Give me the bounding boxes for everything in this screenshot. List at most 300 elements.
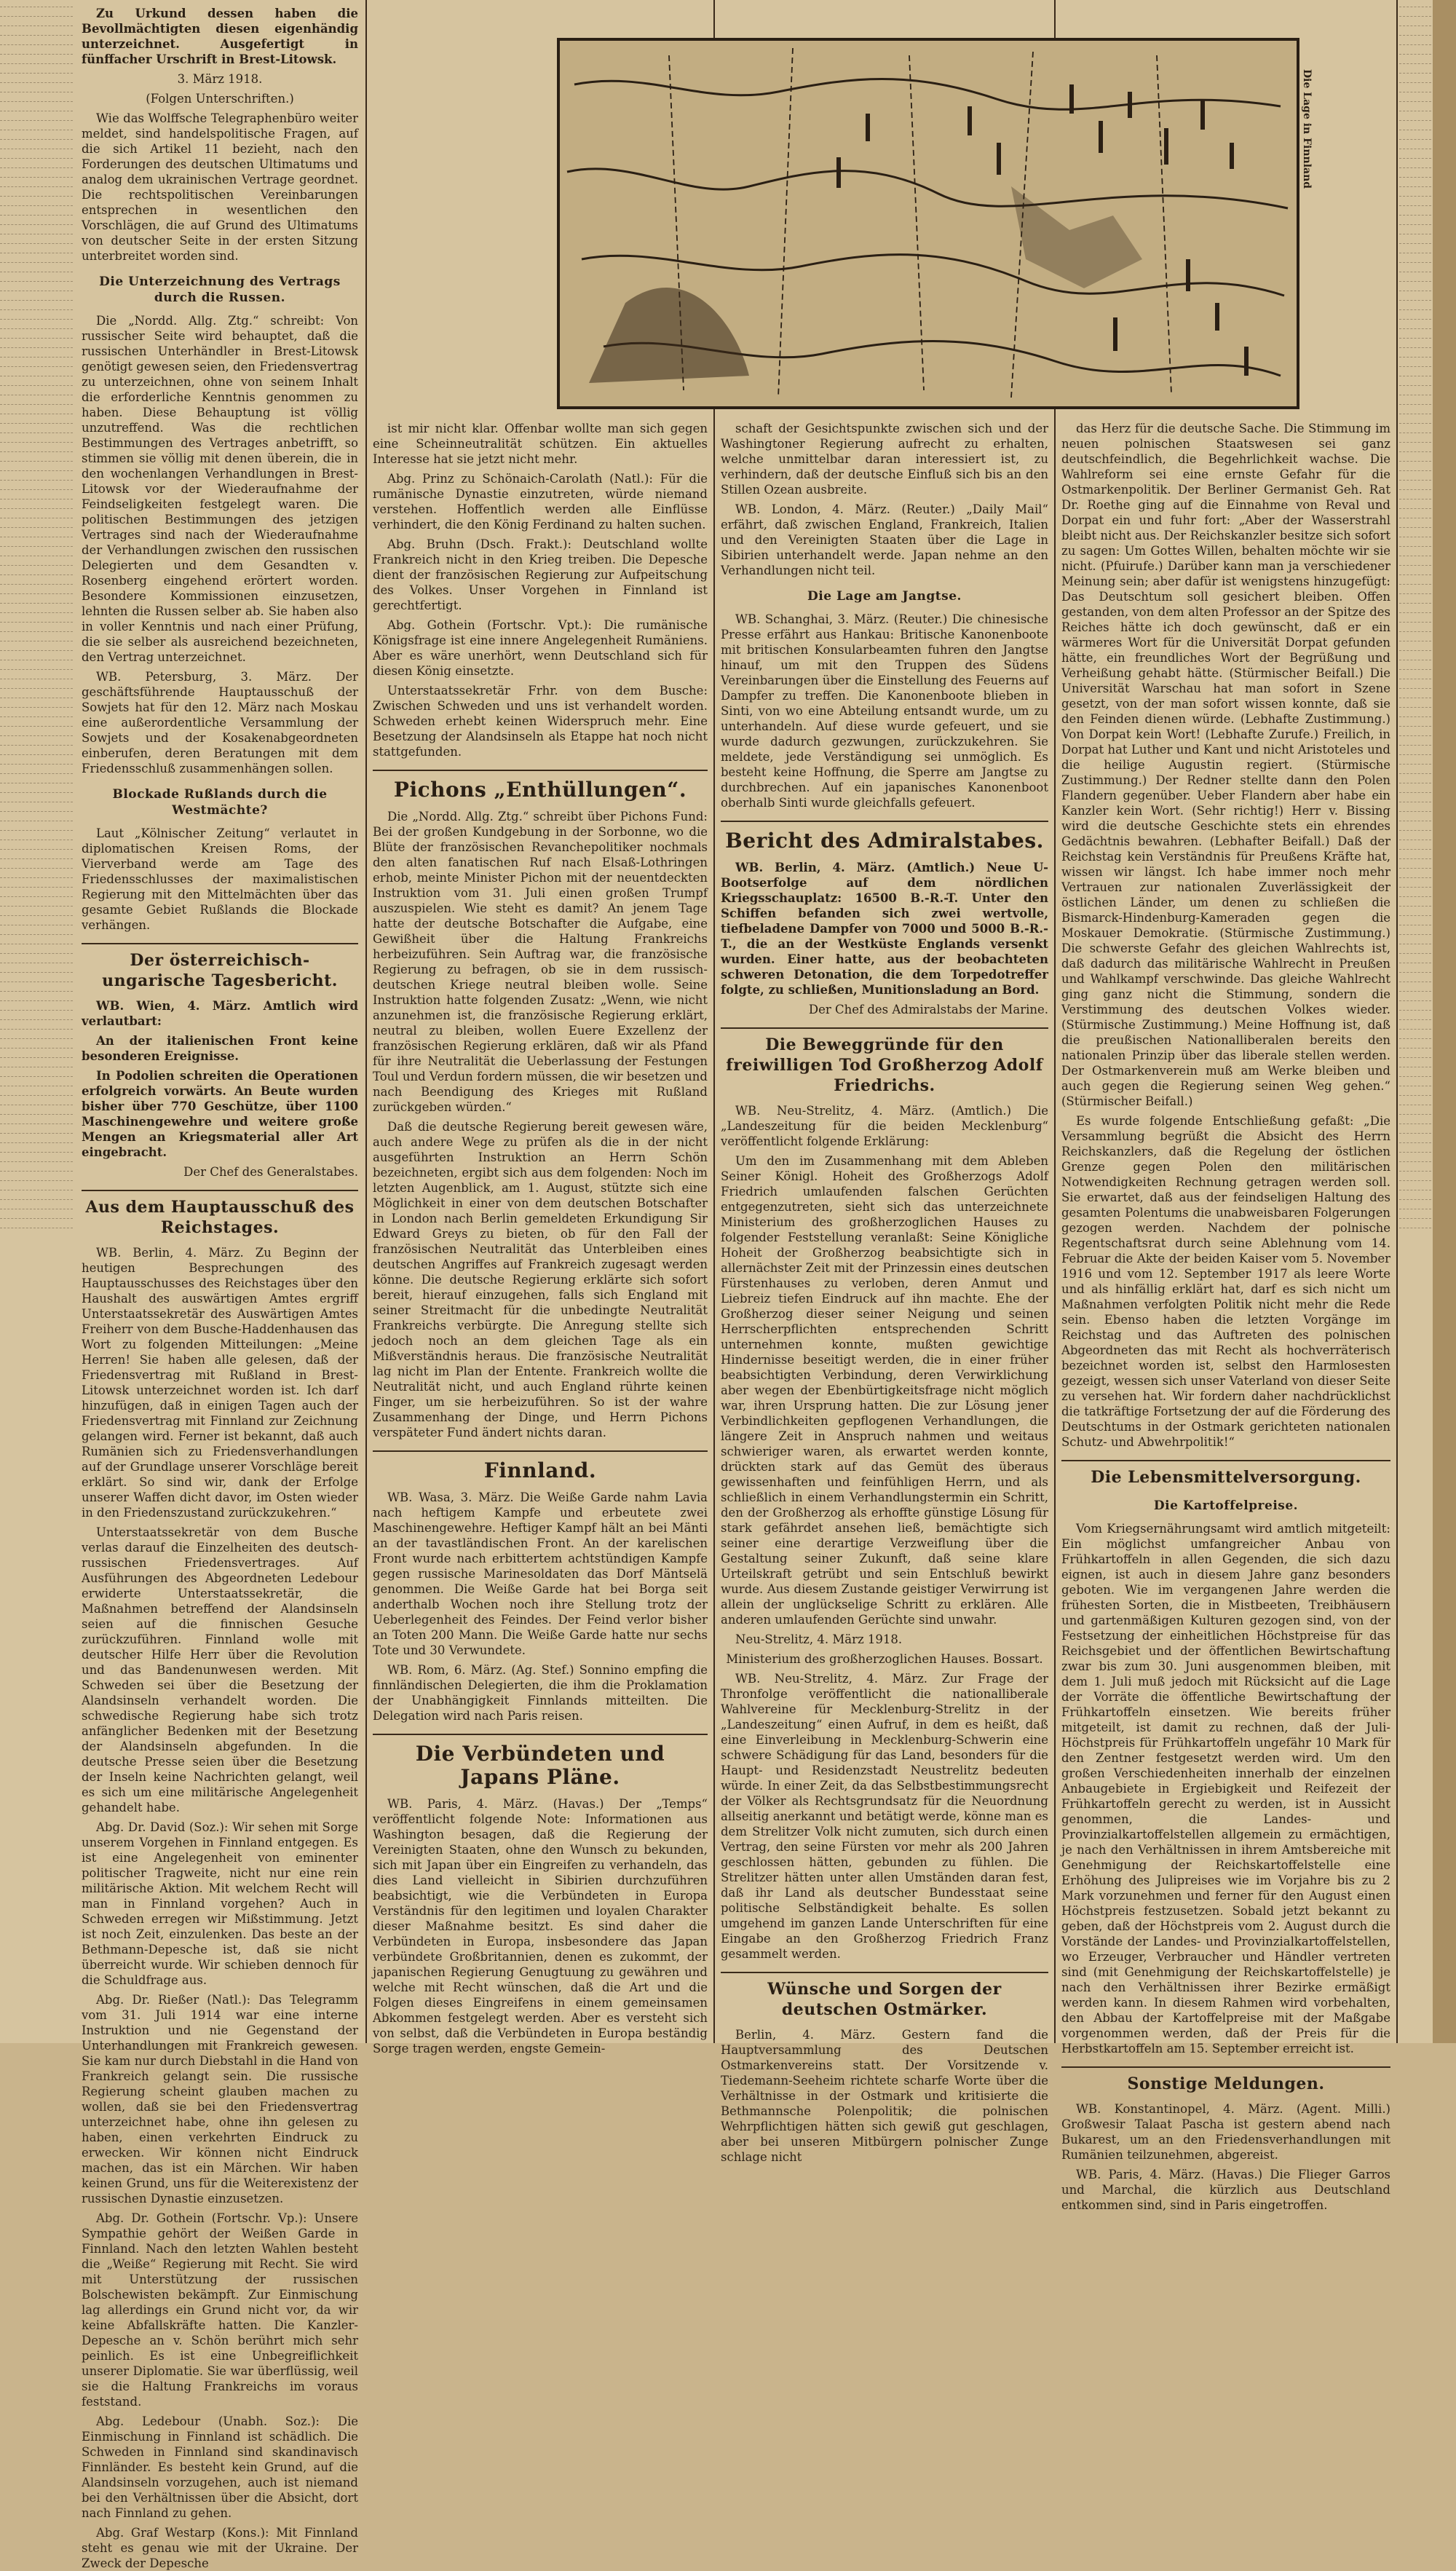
- text-line-mark: [0, 489, 73, 491]
- text-line-mark: [0, 480, 73, 481]
- text-line-mark: [1399, 735, 1431, 737]
- text-line-mark: [1399, 16, 1431, 17]
- text-line-mark: [1399, 840, 1431, 841]
- text-line-mark: [0, 253, 73, 254]
- article-paragraph: Abg. Dr. Gothein (Fortschr. Vp.): Unsere Sympathie gehört der Weißen Garde in Finnland. Nach den letzten Wahlen besteht die „Weiße“ Regierung mit Recht. Sie wird mit Unterstützung der russischen Bolschewisten bekämpft. Zur Einmischung lag allerdings ein Grund nicht vor, da wir keine Abfallskräfte hatten. Die Kanzler-Depesche an v. Schön berührt mich sehr peinlich. Es ist eine Unbegreiflichkeit unserer Diplomatie. Sie war überflüssig, weil sie die Haltung Frankreichs im voraus feststand.: [82, 2211, 358, 2409]
- text-line-mark: [0, 716, 73, 718]
- text-line-mark: [0, 262, 73, 264]
- text-line-mark: [1399, 395, 1431, 396]
- text-line-mark: [0, 631, 73, 633]
- text-line-mark: [1399, 433, 1431, 434]
- text-line-mark: [0, 556, 73, 557]
- text-line-mark: [0, 1199, 73, 1201]
- text-line-mark: [0, 139, 73, 141]
- text-line-mark: [0, 177, 73, 178]
- headline: Die Verbündeten und Japans Pläne.: [373, 1734, 708, 1789]
- text-line-mark: [0, 792, 73, 794]
- text-line-mark: [1399, 177, 1431, 178]
- text-line-mark: [0, 1019, 73, 1021]
- text-line-mark: [1399, 1029, 1431, 1030]
- text-line-mark: [1399, 631, 1431, 633]
- text-line-mark: [0, 896, 73, 898]
- text-line-mark: [1399, 1161, 1431, 1163]
- text-line-mark: [1399, 527, 1431, 529]
- text-line-mark: [0, 1114, 73, 1115]
- headline: Aus dem Hauptausschuß des Reichstages.: [82, 1190, 358, 1238]
- text-line-mark: [0, 972, 73, 973]
- text-line-mark: [1399, 811, 1431, 813]
- article-paragraph: Abg. Bruhn (Dsch. Frakt.): Deutschland wollte Frankreich nicht in den Krieg treiben. Die Depesche dient der französischen Regierung zur Aufpeitschung des Volkes. Unser Vorgehen in Finnland ist gerechtfertigt.: [373, 537, 708, 612]
- text-line-mark: [0, 565, 73, 566]
- text-line-mark: [1399, 309, 1431, 311]
- text-line-mark: [0, 830, 73, 832]
- text-line-mark: [1399, 726, 1431, 727]
- text-line-mark: [0, 698, 73, 699]
- text-line-mark: [1399, 1123, 1431, 1125]
- article-paragraph: Abg. Ledebour (Unabh. Soz.): Die Einmischung in Finnland ist schädlich. Die Schweden in Finnland sind skandinavisch Finnländer. Es besteht kein Grund, auf die Alandsinseln vorzugehen, auch ist niemand bei den Verhältnissen über die Absicht, dort nach Finnland zu gehen.: [82, 2414, 358, 2520]
- article-paragraph: Abg. Gothein (Fortschr. Vpt.): Die rumänische Königsfrage ist eine innere Angelegenheit Rumäniens. Aber es wäre unerhört, wenn Deutschland sich für diesen König einsetzte.: [373, 618, 708, 678]
- text-line-mark: [0, 309, 73, 311]
- text-line-mark: [1399, 130, 1431, 131]
- text-line-mark: [0, 821, 73, 822]
- text-line-mark: [1399, 508, 1431, 510]
- text-line-mark: [0, 167, 73, 169]
- text-line-mark: [1399, 612, 1431, 614]
- text-line-mark: [1399, 1105, 1431, 1106]
- text-line-mark: [0, 1142, 73, 1144]
- article-paragraph: WB. Schanghai, 3. März. (Reuter.) Die chinesische Presse erfährt aus Hankau: Britische Kanonenboote mit britischen Konsularbeamten fuhren den Jangtse hinauf, um mit den Truppen des Südens Vereinbarungen über die Einstellung des Feuerns auf Dampfer zu treffen. Die Kanonenboote blieben in Sinti, von wo eine Abteilung entsandt wurde, um zu unterhandeln. Auf diese wurde gefeuert, und sie wurde dadurch gezwungen, zurückzukehren. Sie meldete, jede Verständigung sei unmöglich. Es besteht keine Hoffnung, die Sperre am Jangtse zu durchbrechen. Auf ein japanisches Kanonenboot oberhalb Sinti wurde gleichfalls gefeuert.: [721, 612, 1048, 810]
- text-line-mark: [1399, 1180, 1431, 1182]
- text-line-mark: [0, 1000, 73, 1002]
- article-paragraph: Daß die deutsche Regierung bereit gewesen wäre, auch andere Wege zu prüfen als die in der nicht ausgeführten Instruktion an Herrn Schön bezeichneten, ergibt sich aus dem folgenden: Noch im letzten Augenblick, am 1. August, stützte sich eine Möglichkeit in einer von dem deutschen Botschafter in London nach Berlin gemeldeten Erkundigung Sir Edward Greys zu bieten, ob für den Fall der französischen Neutralität das Unterbleiben eines deutschen Angriffes auf Frankreich zugesagt werden könne. Die deutsche Regierung erklärte sich sofort bereit, hierauf einzugehen, falls sich England mit seiner Streitmacht für die unbedingte Neutralität Frankreichs verbürgte. Die Anregung stellte sich jedoch noch an dem gleichen Tage als ein Mißverständnis heraus. Die französische Neutralität lag nicht im Plan der Entente. Frankreich wollte die Neutralität nicht, und auch England rührte keinen Finger, um sie herbeizuführen. So ist der wahre Zusammenhang der Dinge, und Herrn Pichons verspäteter Fund ändert nichts daran.: [373, 1120, 708, 1439]
- text-line-mark: [0, 205, 73, 207]
- text-line-mark: [0, 849, 73, 850]
- text-line-mark: [0, 603, 73, 604]
- text-line-mark: [0, 357, 73, 358]
- text-line-mark: [0, 451, 73, 453]
- text-line-mark: [1399, 1114, 1431, 1115]
- text-line-mark: [0, 1228, 73, 1229]
- headline: Die Beweggründe für den freiwilligen Tod Großherzog Adolf Friedrichs.: [721, 1027, 1048, 1096]
- article-paragraph: Es wurde folgende Entschließung gefaßt: „Die Versammlung begrüßt die Absicht des Herrn Reichskanzlers, daß die Regelung der östlichen Grenze gegen Polen den militärischen Notwendigkeiten Rechnung getragen werden soll. Sie erwartet, daß aus der feindseligen Haltung des gesamten Polentums die unabweisbaren Folgerungen gezogen werden. Nachdem der polnische Regentschaftsrat durch seine Ablehnung vom 14. Februar die Akte der beiden Kaiser vom 5. November 1916 und vom 12. September 1917 als leere Worte und als hinfällig erklärt hat, darf es sich nicht um Maßnahmen verfolgten Politik nicht mehr die Rede sein. Ebenso haben die letzten Vorgänge im Reichstag und das Auftreten des polnischen Abgeordneten das mit Recht als hochverräterisch bezeichnet worden ist, selbst den Harmlosesten gezeigt, wessen sich unser Vaterland von dieser Seite zu versehen hat. Wir fordern daher nachdrücklichst die tatkräftige Fortsetzung der auf die Förderung des Deutschtums in der Ostmark gerichteten nationalen Schutz- und Abwehrpolitik!“: [1061, 1114, 1390, 1449]
- article-paragraph: An der italienischen Front keine besonderen Ereignisse.: [82, 1034, 358, 1063]
- dateline: 3. März 1918.: [177, 72, 263, 86]
- text-line-mark: [0, 925, 73, 926]
- text-line-mark: [1399, 357, 1431, 358]
- text-line-mark: [1399, 1038, 1431, 1040]
- text-line-mark: [1399, 262, 1431, 264]
- text-line-mark: [0, 395, 73, 396]
- text-line-mark: [0, 963, 73, 964]
- text-line-mark: [0, 16, 73, 17]
- text-line-mark: [1399, 499, 1431, 500]
- text-line-mark: [0, 915, 73, 917]
- text-line-mark: [0, 1057, 73, 1059]
- text-line-mark: [0, 461, 73, 462]
- subheading: Blockade Rußlands durch die Westmächte?: [112, 787, 328, 818]
- article-paragraph: Abg. Dr. David (Soz.): Wir sehen mit Sorge unserem Vorgehen in Finnland entgegen. Es ist eine Angelegenheit von eminenter politischer Tragweite, nicht nur eine rein militärische Aktion. Mit welchem Recht will man in Finnland vorgehen? Auch in Schweden erregen wir Mißstimmung. Jetzt ist noch Zeit, einzulenken. Das beste an der Bethmann-Depesche ist, daß sie nicht überreicht wurde. Wir schieben dennoch für die Schuldfrage aus.: [82, 1820, 358, 1987]
- text-line-mark: [1399, 650, 1431, 652]
- text-line-mark: [1399, 205, 1431, 207]
- text-line-mark: [0, 735, 73, 737]
- article-paragraph: Abg. Dr. Rießer (Natl.): Das Telegramm vom 31. Juli 1914 war eine interne Instruktion und nie Gegenstand der Unterhandlungen mit Frankreich gewesen. Sie kam nur durch Diebstahl in die Hand von Frankreich gelangt sein. Die russische Regierung scheint glauben machen zu wollen, daß sie bei den Friedensvertrag unterzeichnet habe, ohne ihn gelesen zu haben, einen verkehrten Eindruck zu erwecken. Wir können nicht Eindruck machen, das ist ein Märchen. Wir haben keinen Grund, uns für die Weiterexistenz der russischen Dynastie einzusetzen.: [82, 1993, 358, 2205]
- headline: Der österreichisch-ungarische Tagesbericht.: [82, 943, 358, 991]
- text-line-mark: [0, 385, 73, 387]
- text-line-mark: [1399, 1057, 1431, 1059]
- text-line-mark: [1399, 906, 1431, 907]
- text-line-mark: [1399, 1228, 1431, 1229]
- text-line-mark: [1399, 470, 1431, 472]
- text-line-mark: [0, 953, 73, 955]
- left-page-fragment: [0, 0, 73, 2036]
- text-line-mark: [0, 338, 73, 339]
- text-line-mark: [1399, 1019, 1431, 1021]
- text-line-mark: [0, 707, 73, 708]
- text-line-mark: [1399, 565, 1431, 566]
- text-line-mark: [1399, 1076, 1431, 1078]
- text-line-mark: [0, 442, 73, 443]
- article-paragraph: Laut „Kölnischer Zeitung“ verlautet in diplomatischen Kreisen Roms, der Vierverband werde am Tage des Friedensschlusses der maximalistischen Regierung mit den Mittelmächten über das gesamte Gebiet Rußlands die Blockade verhängen.: [82, 826, 358, 932]
- text-line-mark: [0, 584, 73, 585]
- text-line-mark: [1399, 887, 1431, 888]
- text-line-mark: [1399, 92, 1431, 93]
- article-paragraph: Die „Nordd. Allg. Ztg.“ schreibt: Von russischer Seite wird behauptet, daß die russischen Unterhändler in Brest-Litowsk genötigt gewesen seien, den Friedensvertrag zu unterzeichnen, ohne von seinem Inhalt die erforderliche Kenntnis genommen zu haben. Diese Behauptung ist völlig unzutreffend. Was die rechtlichen Bestimmungen des Vertrages anbetrifft, so stimmen sie völlig mit denen überein, die in den wochenlangen Verhandlungen in Brest-Litowsk vor der Wiederaufnahme der Feindseligkeiten festgelegt waren. Die politischen Bestimmungen des jetzigen Vertrages sind nach der Wiederaufnahme der Verhandlungen zwischen den russischen Delegierten und dem Gesandten v. Rosenberg eingehend erörtert worden. Besondere Kommissionen einzusetzen, lehnten die Russen selber ab. Sie haben also in voller Kenntnis und nach einer Prüfung, die sie selber als ausreichend bezeichneten, den Vertrag unterzeichnet.: [82, 314, 358, 664]
- text-line-mark: [1399, 1133, 1431, 1134]
- text-line-mark: [1399, 319, 1431, 320]
- text-line-mark: [1399, 1190, 1431, 1191]
- text-line-mark: [0, 234, 73, 235]
- text-line-mark: [1399, 480, 1431, 481]
- text-line-mark: [1399, 451, 1431, 453]
- text-line-mark: [0, 347, 73, 349]
- text-line-mark: [0, 745, 73, 746]
- text-line-mark: [1399, 802, 1431, 803]
- text-line-mark: [1399, 669, 1431, 671]
- text-line-mark: [1399, 944, 1431, 945]
- text-line-mark: [1399, 972, 1431, 973]
- text-line-mark: [1399, 1171, 1431, 1172]
- text-line-mark: [0, 669, 73, 671]
- text-line-mark: [0, 101, 73, 103]
- article-paragraph: WB. London, 4. März. (Reuter.) „Daily Mail“ erfährt, daß zwischen England, Frankreich, Italien und den Vereinigten Staaten über die Lage in Sibirien unterhandelt werde. Japan nehme an den Verhandlungen nicht teil.: [721, 502, 1048, 577]
- text-line-mark: [0, 991, 73, 992]
- text-line-mark: [1399, 877, 1431, 879]
- text-line-mark: [0, 404, 73, 406]
- column-4: [1061, 421, 1390, 2212]
- text-line-mark: [1399, 423, 1431, 424]
- text-line-mark: [0, 366, 73, 368]
- text-line-mark: [0, 470, 73, 472]
- text-line-mark: [0, 25, 73, 27]
- text-line-mark: [0, 196, 73, 197]
- headline: Die Lebensmittelversorgung.: [1061, 1460, 1390, 1488]
- text-line-mark: [1399, 783, 1431, 784]
- text-line-mark: [1399, 660, 1431, 661]
- text-line-mark: [1399, 584, 1431, 585]
- text-line-mark: [1399, 404, 1431, 406]
- text-line-mark: [0, 783, 73, 784]
- text-line-mark: [1399, 215, 1431, 216]
- text-line-mark: [0, 982, 73, 983]
- text-line-mark: [1399, 224, 1431, 226]
- text-line-mark: [1399, 707, 1431, 708]
- text-line-mark: [1399, 1142, 1431, 1144]
- text-line-mark: [1399, 281, 1431, 283]
- column-2: [373, 421, 708, 2055]
- text-line-mark: [1399, 574, 1431, 576]
- text-line-mark: [0, 243, 73, 245]
- text-line-mark: [1399, 518, 1431, 519]
- text-line-mark: [0, 688, 73, 690]
- article-paragraph: In Podolien schreiten die Operationen erfolgreich vorwärts. An Beute wurden bisher über 770 Geschütze, über 1100 Maschinengewehre und weitere große Mengen an Kriegsmaterial aller Art eingebracht.: [82, 1069, 358, 1159]
- article-paragraph: Unterstaatssekretär von dem Busche verlas darauf die Einzelheiten des deutsch-russischen Friedensvertrages. Auf Ausführungen des Abgeordneten Ledebour erwiderte Unterstaatssekretär, die Maßnahmen betreffend der Alandsinseln seien auf die finnischen Gesuche zurückzuführen. Finnland wolle mit deutscher Hilfe Herr über die Revolution und das Bandenunwesen werden. Mit Schweden sei über die Besetzung der Alandsinseln verhandelt worden. Die schwedische Regierung habe sich trotz anfänglicher Bedenken mit der Besetzung der Alandsinseln abgefunden. In die deutsche Presse seien über die Besetzung der Inseln keine Nachrichten gelangt, weil es sich um eine militärische Angelegenheit gehandelt habe.: [82, 1525, 358, 1814]
- headline: Sonstige Meldungen.: [1061, 2066, 1390, 2094]
- text-line-mark: [0, 1067, 73, 1068]
- text-line-mark: [0, 111, 73, 112]
- headline: Wünsche und Sorgen der deutschen Ostmärker.: [721, 1972, 1048, 2020]
- text-line-mark: [1399, 234, 1431, 235]
- article-paragraph: WB. Neu-Strelitz, 4. März. Zur Frage der Thronfolge veröffentlicht die nationalliberale Wahlvereine für Mecklenburg-Strelitz in der „Landeszeitung“ einen Aufruf, in dem es heißt, daß eine Einverleibung in Mecklenburg-Schwerin eine schwere Schädigung für das Land, besonders für die Haupt- und Residenzstadt Neustrelitz bedeuten würde. In einer Zeit, da das Selbstbestimmungsrecht der Völker als Rechtsgrundsatz für die Neuordnung allseitig anerkannt und betätigt werde, könne man es dem Strelitzer Volk nicht zumuten, sich durch einen Vertrag, den seine Fürsten vor mehr als 200 Jahren geschlossen hätten, gebunden zu fühlen. Die Strelitzer hätten unter allen Umständen daran fest, daß ihr Land als deutscher Bundesstaat seine politische Selbständigkeit behalte. Es sollen umgehend im ganzen Lande Unterschriften für eine Eingabe an den Großherzog Friedrich Franz gesammelt werden.: [721, 1672, 1048, 1961]
- text-line-mark: [1399, 537, 1431, 538]
- text-line-mark: [1399, 953, 1431, 955]
- text-line-mark: [1399, 1209, 1431, 1210]
- text-line-mark: [0, 660, 73, 661]
- note: (Folgen Unterschriften.): [146, 92, 294, 106]
- text-line-mark: [0, 574, 73, 576]
- subheading: Die Unterzeichnung des Vertrags durch die Russen.: [99, 275, 341, 305]
- text-line-mark: [0, 868, 73, 869]
- text-line-mark: [0, 281, 73, 283]
- text-line-mark: [0, 944, 73, 945]
- article-paragraph: Abg. Graf Westarp (Kons.): Mit Finnland steht es genau wie mit der Ukraine. Der Zweck der Depesche: [82, 2526, 358, 2570]
- right-page-fragment: [1399, 0, 1431, 2036]
- text-line-mark: [1399, 385, 1431, 387]
- text-line-mark: [0, 877, 73, 879]
- text-line-mark: [0, 291, 73, 292]
- text-line-mark: [1399, 849, 1431, 850]
- text-line-mark: [1399, 1000, 1431, 1002]
- text-line-mark: [0, 54, 73, 55]
- article-paragraph: WB. Neu-Strelitz, 4. März. (Amtlich.) Die „Landeszeitung für die beiden Mecklenburg“ veröffentlicht folgende Erklärung:: [721, 1104, 1048, 1148]
- article-paragraph: Zu Urkund dessen haben die Bevollmächtigten diesen eigenhändig unterzeichnet. Ausgefertigt in fünffacher Urschrift in Brest-Litowsk.: [82, 7, 358, 66]
- text-line-mark: [1399, 44, 1431, 46]
- text-line-mark: [1399, 25, 1431, 27]
- text-line-mark: [0, 650, 73, 652]
- text-line-mark: [0, 7, 73, 8]
- text-line-mark: [1399, 54, 1431, 55]
- text-line-mark: [1399, 1199, 1431, 1201]
- column-1: [82, 6, 358, 2570]
- text-line-mark: [0, 1161, 73, 1163]
- article-paragraph: das Herz für die deutsche Sache. Die Stimmung im neuen polnischen Staatswesen sei ganz deutschfeindlich, die Begehrlichkeit wachse. Die Wahlreform sei eine ernste Gefahr für die Ostmarkenpolitik. Der Berliner Germanist Geh. Rat Dr. Roethe ging auf die Einnahme von Reval und Dorpat ein und fuhr fort: „Aber der Wasserstrahl bleibt nicht aus. Der Reichskanzler besitze sich sofort zu sagen: Um Gottes Willen, behalten möchte wir sie nicht. (Pfuirufe.) Darüber kann man ja verschiedener Meinung sein; aber dafür ist wenigstens hinzugefügt: Das Deutschtum soll gesichert bleiben. Offen gestanden, von dem alten Professor an der Spitze des Reiches hätte ich doch gewünscht, daß er ein wärmeres Wort für die Universität Dorpat gefunden hätte, ein freundliches Wort der Begrüßung und Verheißung gehabt hätte. (Stürmischer Beifall.) Die Universität Warschau hat man sofort in Szene gesetzt, von der man sofort wissen konnte, daß sie den Feinden dienen würde. (Lebhafte Zustimmung.) Von Dorpat kein Wort! (Lebhafte Zurufe.) Freilich, in Dorpat hat Luther und Kant und nicht Aristoteles und die heilige Augustin regiert. (Stürmische Zustimmung.) Der Redner stellte dann den Polen Flandern gegenüber. Ueber Flandern aber habe ein Kanzler kein Wort. (Sehr richtig!) Herr v. Bissing wird die deutsche Geschichte stets ein ehrendes Gedächtnis bewahren. (Lebhafter Beifall.) Daß der Reichstag kein Verständnis für Preußens Kräfte hat, wissen wir längst. Ich habe immer noch mehr Vertrauen zur nationalen Zuverlässigkeit der östlichen Länder, um denen zu schließen die Bismarck-Hindenburg-Kameraden gegen die Moskauer Demokratie. (Stürmische Zustimmung.) Die schwerste Gefahr des gleichen Wahlrechts ist, daß dadurch das militärische Wahlrecht in Preußen und Wahlkampf verschwinde. Das gleiche Wahlrecht ging ganz nicht die Stimmung, sondern die Verstimmung des deutschen Volkes wieder. (Stürmische Zustimmung.) Meine Hoffnung ist, daß die preußischen Nationalliberalen bereits den nationalen Prinzip über das liberale stellen werden. Der Ostmarkenverein muß am Werke bleiben und auch gegen die Regierung seinen Weg gehen.“ (Stürmischer Beifall.): [1061, 422, 1390, 1108]
- article-paragraph: Vom Kriegsernährungsamt wird amtlich mitgeteilt: Ein möglichst umfangreicher Anbau von Frühkartoffeln in allen Gegenden, die sich dazu eignen, ist auch in diesem Jahre ganz besonders geboten. Wie im vergangenen Jahre werden die frühesten Sorten, die in Mistbeeten, Treibhäusern und gartenmäßigen Kulturen gezogen sind, von der Festsetzung der einheitlichen Höchstpreise für das Reichsgebiet und der öffentlichen Bewirtschaftung zwar bis zum 30. Juni ausgenommen bleiben, mit dem 1. Juli muß jedoch mit Rücksicht auf die Lage der Vorräte die öffentliche Bewirtschaftung der Frühkartoffeln einsetzen. Wie bereits früher mitgeteilt, ist damit zu rechnen, daß der Juli-Höchstpreis für Frühkartoffeln ungefähr 10 Mark für den Zentner festgesetzt werden wird. Um den großen Verschiedenheiten innerhalb der einzelnen Anbaugebiete in Ergiebigkeit und Reifezeit der Frühkartoffeln gerecht zu werden, ist in Aussicht genommen, die Landes- und Provinzialkartoffelstellen allgemein zu ermächtigen, je nach den Verhältnissen in ihrem Amtsbereiche mit Genehmigung der Reichskartoffelstelle eine Erhöhung des Julipreises wie im Vorjahre bis zu 2 Mark vorzunehmen und ferner für den August einen Höchstpreis festzusetzen. Sobald jetzt bekannt zu geben, daß der Höchstpreis vom 2. August durch die Vorstände der Landes- und Provinzialkartoffelstellen, wo Erzeuger, Verbraucher und Händler vertreten sind (mit Genehmigung der Reichskartoffelstelle) je nach den Verhältnissen ihrer Bezirke ermäßigt werden kann. In diesem Rahmen wird vorbehalten, den Abbau der Kartoffelpreise mit der Maßgabe vorgenommen werden, daß der Preis für die Herbstkartoffeln am 15. September erreicht ist.: [1061, 1522, 1390, 2055]
- text-line-mark: [0, 130, 73, 131]
- text-line-mark: [1399, 745, 1431, 746]
- text-line-mark: [1399, 1048, 1431, 1049]
- text-line-mark: [0, 63, 73, 65]
- text-line-mark: [1399, 1095, 1431, 1097]
- text-line-mark: [1399, 376, 1431, 377]
- text-line-mark: [0, 35, 73, 36]
- text-line-mark: [0, 1218, 73, 1220]
- text-line-mark: [0, 319, 73, 320]
- text-line-mark: [1399, 603, 1431, 604]
- text-line-mark: [0, 44, 73, 46]
- text-line-mark: [0, 726, 73, 727]
- text-line-mark: [0, 224, 73, 226]
- text-line-mark: [1399, 698, 1431, 699]
- text-line-mark: [1399, 593, 1431, 595]
- text-line-mark: [1399, 1218, 1431, 1220]
- text-line-mark: [1399, 253, 1431, 254]
- text-line-mark: [1399, 1010, 1431, 1011]
- text-line-mark: [1399, 556, 1431, 557]
- text-line-mark: [0, 811, 73, 813]
- text-line-mark: [0, 1029, 73, 1030]
- text-line-mark: [0, 840, 73, 841]
- text-line-mark: [1399, 149, 1431, 150]
- article-paragraph: WB. Konstantinopel, 4. März. (Agent. Milli.) Großwesir Talaat Pascha ist gestern abend nach Bukarest, um an den Friedensverhandlungen mit Rumänien teilzunehmen, abgereist.: [1061, 2102, 1390, 2162]
- article-paragraph: ist mir nicht klar. Offenbar wollte man sich gegen eine Scheinneutralität schützen. Ein aktuelles Interesse hat sie jetzt nicht mehr.: [373, 422, 708, 466]
- text-line-mark: [1399, 754, 1431, 756]
- article-paragraph: WB. Rom, 6. März. (Ag. Stef.) Sonnino empfing die finnländischen Delegierten, die ihm die Proklamation der Unabhängigkeit Finnlands mitteilten. Die Delegation wird nach Paris reisen.: [373, 1663, 708, 1723]
- text-line-mark: [0, 527, 73, 529]
- text-line-mark: [1399, 186, 1431, 188]
- column-rule: [365, 0, 367, 2043]
- text-line-mark: [0, 754, 73, 756]
- signature: Der Chef des Admiralstabs der Marine.: [808, 1003, 1048, 1016]
- text-line-mark: [0, 518, 73, 519]
- article-paragraph: WB. Berlin, 4. März. (Amtlich.) Neue U-Bootserfolge auf dem nördlichen Kriegsschauplatz: 16500 B.-R.-T. Unter den Schiffen befanden sich zwei wertvolle, tiefbeladene Dampfer von 7000 und 5000 B.-R.-T., die an der Westküste Englands versenkt wurden. Einer hatte, aus der beobachteten schweren Detonation, die dem Torpedotreffer folgte, zu schließen, Munitionsladung an Bord.: [721, 861, 1048, 997]
- page-edge: [1433, 0, 1456, 2043]
- map-drawing: [560, 41, 1297, 406]
- article-paragraph: Um den im Zusammenhang mit dem Ableben Seiner Königl. Hoheit des Großherzogs Adolf Friedrich umlaufenden falschen Gerüchten entgegenzutreten, sieht sich das unterzeichnete Ministerium des großherzoglichen Hauses zu folgender Feststellung veranlaßt: Seine Königliche Hoheit der Großherzog beabsichtigte sich in allernächster Zeit mit der Prinzessin eines deutschen Fürstenhauses zu verloben, deren Anmut und Liebreiz tiefen Eindruck auf ihn machte. Ehe der Großherzog dieser seiner Neigung und seinen Herrscherpflichten entsprechenden Schritt unternehmen konnte, mußten gewichtige Hindernisse beseitigt werden, die in einer früher beabsichtigten Verbindung, deren Verwirklichung aber wegen der Ebenbürtigkeitsfrage nicht möglich war, ihren Ursprung hatten. Die zur Lösung jener Verbindlichkeiten gepflogenen Verhandlungen, die längere Zeit in Anspruch nahmen und weitaus schwieriger waren, als erwartet werden konnte, drückten stark auf das Gemüt des überaus gewissenhaften und feinfühligen Herrn, und als schließlich in einem Verhandlungstermin ein Schritt, den der Großherzog als erhoffte günstige Lösung für stark gefährdet ansehen ließ, bemächtigte sich seiner eine derartige Verzweiflung über die Gestaltung seiner Zukunft, daß seine klare Urteilskraft getrübt und sein Entschluß bewirkt wurde. Aus diesem Zustande geistiger Verwirrung ist allein der unglückselige Schritt zu erklären. Alle anderen umlaufenden Gerüchte sind unwahr.: [721, 1154, 1048, 1627]
- text-line-mark: [0, 1152, 73, 1153]
- text-line-mark: [1399, 688, 1431, 690]
- text-line-mark: [0, 73, 73, 74]
- text-line-mark: [0, 423, 73, 424]
- text-line-mark: [0, 158, 73, 159]
- dateline: Neu-Strelitz, 4. März 1918.: [735, 1632, 903, 1646]
- article-paragraph: Die „Nordd. Allg. Ztg.“ schreibt über Pichons Fund: Bei der großen Kundgebung in der Sorbonne, wo die Blüte der französischen Revanchepolitiker nochmals den alten fanatischen Ruf nach Elsaß-Lothringen erhob, meinte Minister Pichon mit der neuentdeckten Instruktion vom 31. Juli einen großen Trumpf auszuspielen. Wie steht es damit? An jenem Tage hatte der deutsche Botschafter die Aufgabe, eine Gewißheit über die Haltung Frankreichs herbeizuführen. Sein Auftrag war, die französische Regierung zu befragen, ob sie in dem russisch-deutschen Kriege neutral bleiben wolle. Seine Instruktion hatte folgenden Zusatz: „Wenn, wie nicht anzunehmen ist, die französische Regierung erklärt, neutral zu bleiben, wollen Euere Exzellenz der französischen Regierung erklären, daß wir als Pfand für ihre Neutralität die Ueberlassung der Festungen Toul und Verdun fordern müssen, die wir besetzen und nach Beendigung des Krieges mit Rußland zurückgeben würden.“: [373, 810, 708, 1114]
- text-line-mark: [1399, 830, 1431, 832]
- article-paragraph: Abg. Prinz zu Schönaich-Carolath (Natl.): Für die rumänische Dynastie einzutreten, würde niemand verstehen. Hoffentlich werden alle Einflüsse verhindert, die den König Ferdinand zu halten suchen.: [373, 472, 708, 532]
- text-line-mark: [0, 1105, 73, 1106]
- article-paragraph: WB. Wasa, 3. März. Die Weiße Garde nahm Lavia nach heftigem Kampfe und erbeutete zwei Maschinengewehre. Heftiger Kampf hält an bei Mänti an der tavastländischen Front. An der karelischen Front wurde nach erbittertem achtstündigen Kampfe gegen russische Marinesoldaten das Dorf Mäntselä genommen. Die Weiße Garde hat bei Borga seit anderthalb Wochen noch ihre Stellung trotz der Ueberlegenheit des Feindes. Der Feind verlor bisher an Toten 200 Mann. Die Weiße Garde hatte nur sechs Tote und 30 Verwundete.: [373, 1490, 708, 1657]
- text-line-mark: [0, 858, 73, 860]
- text-line-mark: [1399, 461, 1431, 462]
- text-line-mark: [0, 499, 73, 500]
- text-line-mark: [0, 1048, 73, 1049]
- text-line-mark: [1399, 101, 1431, 103]
- signature: Ministerium des großherzoglichen Hauses. Bossart.: [726, 1652, 1043, 1666]
- text-line-mark: [0, 546, 73, 548]
- column-3: [721, 421, 1048, 2164]
- signature: Der Chef des Generalstabes.: [183, 1165, 358, 1179]
- text-line-mark: [1399, 716, 1431, 718]
- text-line-mark: [0, 622, 73, 623]
- article-paragraph: WB. Paris, 4. März. (Havas.) Die Flieger Garros und Marchal, die kürzlich aus Deutschland entkommen sind, sind in Paris eingetroffen.: [1061, 2168, 1390, 2212]
- text-line-mark: [1399, 934, 1431, 936]
- text-line-mark: [1399, 120, 1431, 122]
- text-line-mark: [1399, 915, 1431, 917]
- text-line-mark: [1399, 73, 1431, 74]
- text-line-mark: [1399, 622, 1431, 623]
- article-paragraph: Berlin, 4. März. Gestern fand die Hauptversammlung des Deutschen Ostmarkenvereins statt. Der Vorsitzende v. Tiedemann-Seeheim richtete scharfe Worte über die Verhältnisse in der Ostmark und kritisierte die Bethmannsche Polenpolitik; die polnischen Wehrpflichtigen hätten sich gewiß gut geschlagen, aber bei unseren Mitbürgern polnischer Zunge schlage nicht: [721, 2028, 1048, 2164]
- text-line-mark: [1399, 925, 1431, 926]
- article-paragraph: schaft der Gesichtspunkte zwischen sich und der Washingtoner Regierung aufrecht zu erhalten, welche unmittelbar daran interessiert ist, zu verhindern, daß der deutsche Einfluß sich bis an den Stillen Ozean ausbreite.: [721, 422, 1048, 497]
- text-line-mark: [0, 1123, 73, 1125]
- text-line-mark: [0, 906, 73, 907]
- text-line-mark: [0, 1190, 73, 1191]
- text-line-mark: [1399, 764, 1431, 765]
- text-line-mark: [1399, 272, 1431, 273]
- text-line-mark: [0, 92, 73, 93]
- subheading: Die Lage am Jangtse.: [807, 589, 962, 604]
- text-line-mark: [0, 537, 73, 538]
- text-line-mark: [0, 593, 73, 595]
- text-line-mark: [1399, 7, 1431, 8]
- text-line-mark: [1399, 868, 1431, 869]
- text-line-mark: [0, 1076, 73, 1078]
- text-line-mark: [1399, 300, 1431, 301]
- text-line-mark: [0, 934, 73, 936]
- text-line-mark: [0, 802, 73, 803]
- text-line-mark: [0, 433, 73, 434]
- map-caption: Die Lage in Finnland: [1301, 69, 1313, 189]
- text-line-mark: [1399, 821, 1431, 822]
- text-line-mark: [0, 1209, 73, 1210]
- text-line-mark: [1399, 773, 1431, 775]
- column-rule: [1396, 0, 1398, 2043]
- text-line-mark: [0, 376, 73, 377]
- text-line-mark: [1399, 546, 1431, 548]
- article-paragraph: WB. Petersburg, 3. März. Der geschäftsführende Hauptausschuß der Sowjets hat für den 12. März nach Moskau eine außerordentliche Versammlung der Sowjets und der Kosakenabgeordneten einberufen, deren Beratungen mit dem Friedensschluß zusammenhängen sollen.: [82, 670, 358, 775]
- text-line-mark: [1399, 1067, 1431, 1068]
- text-line-mark: [0, 328, 73, 330]
- text-line-mark: [1399, 414, 1431, 415]
- text-line-mark: [1399, 82, 1431, 84]
- text-line-mark: [1399, 63, 1431, 65]
- text-line-mark: [1399, 243, 1431, 245]
- text-line-mark: [1399, 896, 1431, 898]
- text-line-mark: [1399, 991, 1431, 992]
- article-paragraph: Unterstaatssekretär Frhr. von dem Busche: Zwischen Schweden und uns ist verhandelt worden. Schweden erhebt keinen Widerspruch mehr. Eine Besetzung der Alandsinseln als Etappe hat noch nicht stattgefunden.: [373, 684, 708, 759]
- headline: Bericht des Admiralstabes.: [721, 821, 1048, 853]
- text-line-mark: [0, 1171, 73, 1172]
- text-line-mark: [0, 1180, 73, 1182]
- text-line-mark: [0, 186, 73, 188]
- text-line-mark: [1399, 792, 1431, 794]
- article-paragraph: WB. Berlin, 4. März. Zu Beginn der heutigen Besprechungen des Hauptausschusses des Reichstages über den Haushalt des auswärtigen Amtes ergriff Unterstaatssekretär des Auswärtigen Amtes Freiherr von dem Busche-Haddenhausen das Wort zu folgenden Mitteilungen: „Meine Herren! Sie haben alle gelesen, daß der Friedensvertrag mit Rußland in Brest-Litowsk unterzeichnet worden ist. Ich darf hinzufügen, daß in einigen Tagen auch der Friedensvertrag mit Finnland zur Zeichnung gelangen wird. Ferner ist bekannt, daß auch Rumänien sich zu Friedensverhandlungen auf der Grundlage unserer Vorschläge bereit erklärt. So sind wir, dank der Erfolge unserer Waffen dicht davor, im Osten wieder in den Friedenszustand zurückzukehren.“: [82, 1246, 358, 1520]
- text-line-mark: [0, 215, 73, 216]
- text-line-mark: [0, 764, 73, 765]
- text-line-mark: [1399, 982, 1431, 983]
- text-line-mark: [0, 300, 73, 301]
- text-line-mark: [0, 1095, 73, 1097]
- text-line-mark: [0, 414, 73, 415]
- text-line-mark: [0, 508, 73, 510]
- headline: Pichons „Enthüllungen“.: [373, 770, 708, 802]
- text-line-mark: [1399, 338, 1431, 339]
- text-line-mark: [1399, 366, 1431, 368]
- article-paragraph: Wie das Wolffsche Telegraphenbüro weiter meldet, sind handelspolitische Fragen, auf die sich Artikel 11 bezieht, nach den Forderungen des deutschen Ultimatums und analog dem ukrainischen Vertrage geordnet. Die rechtspolitischen Vereinbarungen entsprechen in wesentlichen den Vorschlägen, die auf Grund des Ultimatums von deutscher Seite in der ersten Sitzung unterbreitet worden sind.: [82, 111, 358, 263]
- text-line-mark: [1399, 1152, 1431, 1153]
- text-line-mark: [1399, 489, 1431, 491]
- text-line-mark: [0, 149, 73, 150]
- text-line-mark: [1399, 963, 1431, 964]
- text-line-mark: [0, 120, 73, 122]
